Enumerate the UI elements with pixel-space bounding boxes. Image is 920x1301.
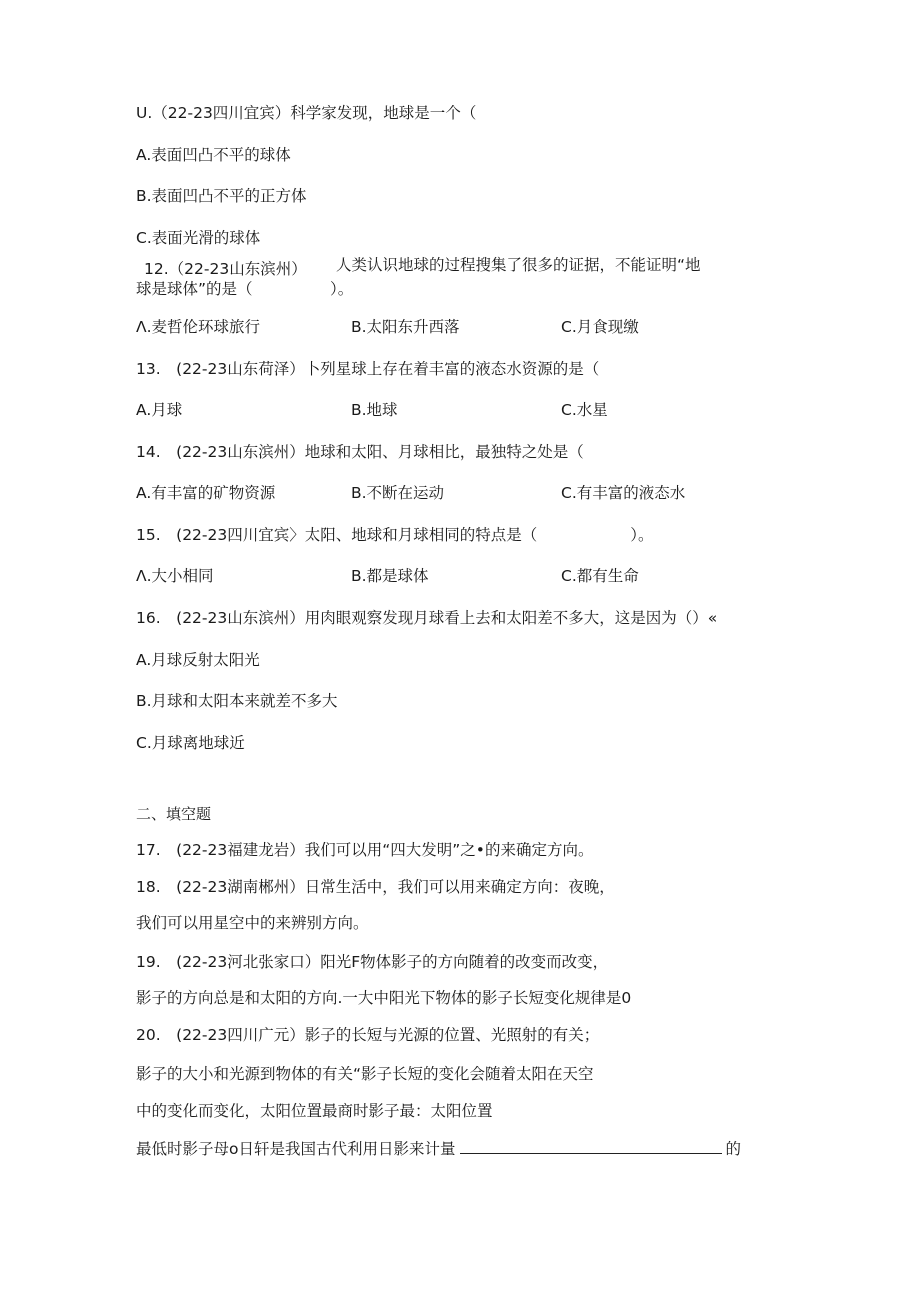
q14-option-b: B.不断在运动 bbox=[351, 484, 445, 502]
q17-text: 17. (22-23福建龙岩）我们可以用“四大发明”之•的来确定方向。 bbox=[136, 841, 594, 859]
q12-prefix: 12.（22-23山东滨州） bbox=[144, 260, 307, 278]
q11-option-b: B.表面凹凸不平的正方体 bbox=[136, 187, 307, 205]
q20-line4 bbox=[136, 1139, 741, 1159]
q16-option-c: C.月球离地球近 bbox=[136, 734, 245, 752]
q14-option-c: C.有丰富的液态水 bbox=[561, 484, 686, 502]
q12-stem-line1: 人类认识地球的过程搜集了很多的证据，不能证明“地 bbox=[336, 256, 701, 274]
q15-option-b: B.都是球体 bbox=[351, 567, 429, 585]
q14-stem: 14. (22-23山东滨州）地球和太阳、月球相比，最独特之处是（ bbox=[136, 443, 584, 461]
q13-option-a: A.月球 bbox=[136, 401, 183, 419]
q16-stem: 16. (22-23山东滨州）用肉眼观察发现月球看上去和太阳差不多大，这是因为（）« bbox=[136, 609, 718, 627]
q20-line2: 影子的大小和光源到物体的有关“影子长短的变化会随着太阳在天空 bbox=[136, 1065, 594, 1083]
q19-line1: 19. (22-23河北张家口）阳光F物体影子的方向随着的改变而改变， bbox=[136, 953, 609, 971]
q20-line1: 20. (22-23四川广元）影子的长短与光源的位置、光照射的有关； bbox=[136, 1026, 600, 1044]
q15-option-a: Λ.大小相同 bbox=[136, 567, 214, 585]
q19-line2: 影子的方向总是和太阳的方向.一大中阳光下物体的影子长短变化规律是0 bbox=[136, 989, 632, 1007]
q11-option-c: C.表面光滑的球体 bbox=[136, 229, 261, 247]
q15-option-c: C.都有生命 bbox=[561, 567, 639, 585]
q20-line4-before: 最低时影子母o日轩是我国古代利用日影来计量 bbox=[136, 1140, 456, 1158]
section-title: 二、填空题 bbox=[136, 805, 212, 823]
q12-option-b: B.太阳东升西落 bbox=[351, 318, 460, 336]
q11-stem: U.（22-23四川宜宾）科学家发现，地球是一个（ bbox=[136, 104, 477, 122]
q18-line1: 18. (22-23湖南郴州）日常生活中，我们可以用来确定方向：夜晚， bbox=[136, 878, 615, 896]
q12-stem-line2: 球是球体”的是（ ）。 bbox=[136, 280, 354, 298]
q20-line3: 中的变化而变化，太阳位置最商时影子最：太阳位置 bbox=[136, 1102, 493, 1120]
q13-stem: 13. (22-23山东荷泽）卜列星球上存在着丰富的液态水资源的是（ bbox=[136, 360, 600, 378]
q16-option-a: A.月球反射太阳光 bbox=[136, 651, 260, 669]
answer-blank[interactable] bbox=[460, 1139, 722, 1154]
q12-option-a: Λ.麦哲伦环球旅行 bbox=[136, 318, 261, 336]
q12-option-c: C.月食现缴 bbox=[561, 318, 639, 336]
q13-option-c: C.水星 bbox=[561, 401, 608, 419]
q13-option-b: B.地球 bbox=[351, 401, 398, 419]
q16-option-b: B.月球和太阳本来就差不多大 bbox=[136, 692, 338, 710]
q20-line4-after: 的 bbox=[725, 1140, 742, 1158]
q11-option-a: A.表面凹凸不平的球体 bbox=[136, 146, 291, 164]
q15-stem: 15. (22-23四川宜宾〉太阳、地球和月球相同的特点是（ ）。 bbox=[136, 526, 654, 544]
q18-line2: 我们可以用星空中的来辨别方向。 bbox=[136, 914, 369, 932]
q14-option-a: A.有丰富的矿物资源 bbox=[136, 484, 276, 502]
